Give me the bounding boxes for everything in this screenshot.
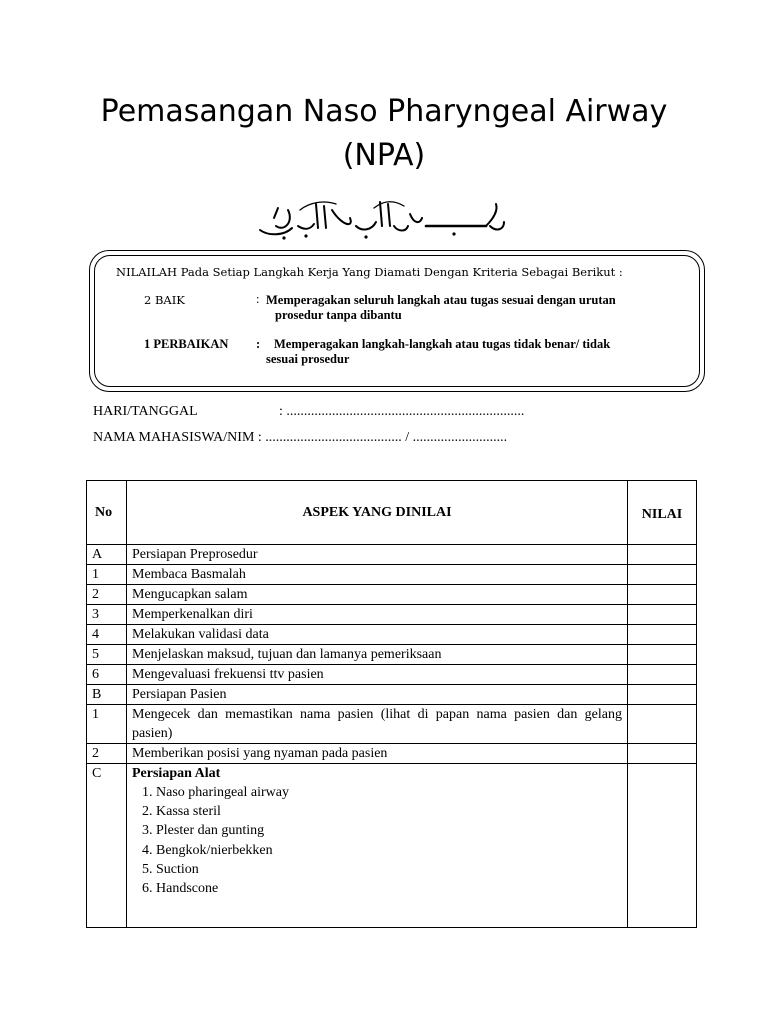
row-text: Membaca Basmalah <box>127 565 628 585</box>
row-no: 1 <box>87 705 127 744</box>
list-item: 2. Kassa steril <box>156 802 622 821</box>
row-text: Melakukan validasi data <box>127 625 628 645</box>
score-cell[interactable] <box>628 764 697 928</box>
row-no: 1 <box>87 565 127 585</box>
student-label: NAMA MAHASISWA/NIM <box>93 430 255 445</box>
date-label: HARI/TANGGAL <box>93 404 198 419</box>
row-no: 2 <box>87 585 127 605</box>
score-cell[interactable] <box>628 705 697 744</box>
header-score: NILAI <box>628 481 697 545</box>
score-cell[interactable] <box>628 685 697 705</box>
table-row <box>87 625 697 645</box>
table-row <box>87 645 697 665</box>
date-value[interactable]: : .................................................................... <box>279 404 525 419</box>
section-title: Persiapan Alat <box>132 766 221 781</box>
section-row-b <box>87 685 697 705</box>
criteria-desc-baik <box>266 293 676 323</box>
student-field[interactable] <box>93 430 507 446</box>
score-cell[interactable] <box>628 744 697 764</box>
assessment-table <box>86 480 697 928</box>
criteria-colon: : <box>256 292 260 306</box>
score-cell[interactable] <box>628 665 697 685</box>
row-text: Memperkenalkan diri <box>127 605 628 625</box>
score-cell[interactable] <box>628 645 697 665</box>
criteria-key-perbaikan: 1 PERBAIKAN <box>144 337 229 351</box>
row-no: 4 <box>87 625 127 645</box>
criteria-desc-perbaikan-line-1: Memperagakan langkah-langkah atau tugas tidak benar/ tidak <box>274 337 611 351</box>
row-no: 5 <box>87 645 127 665</box>
basmalah-calligraphy <box>254 196 508 242</box>
row-text: Mengecek dan memastikan nama pasien (lihat di papan nama pasien dan gelang pasien) <box>127 705 628 744</box>
score-cell[interactable] <box>628 585 697 605</box>
score-cell[interactable] <box>628 565 697 585</box>
list-item: 5. Suction <box>156 860 622 879</box>
criteria-heading: NILAILAH Pada Setiap Langkah Kerja Yang Diamati Dengan Kriteria Sebagai Berikut : <box>116 265 623 279</box>
criteria-desc-baik-line-2: prosedur tanpa dibantu <box>275 308 402 322</box>
table-row <box>87 705 697 744</box>
row-text: Memberikan posisi yang nyaman pada pasien <box>127 744 628 764</box>
section-id: C <box>87 764 127 928</box>
section-title: Persiapan Pasien <box>127 685 628 705</box>
row-text: Mengucapkan salam <box>127 585 628 605</box>
list-item: 4. Bengkok/nierbekken <box>156 841 622 860</box>
criteria-key-baik: 2 BAIK <box>144 293 185 307</box>
section-row-a <box>87 545 697 565</box>
table-row <box>87 744 697 764</box>
score-cell[interactable] <box>628 605 697 625</box>
table-row <box>87 665 697 685</box>
title-line-1: Pemasangan Naso Pharyngeal Airway <box>100 94 668 129</box>
header-no: No <box>87 481 127 545</box>
criteria-desc-baik-line-1: Memperagakan seluruh langkah atau tugas sesuai dengan urutan <box>266 293 616 307</box>
score-cell[interactable] <box>628 545 697 565</box>
student-value[interactable]: : ....................................... / ........................... <box>254 430 508 445</box>
tools-list <box>132 783 622 898</box>
document-title <box>60 90 708 178</box>
section-id: A <box>87 545 127 565</box>
criteria-desc-perbaikan-line-2: sesuai prosedur <box>266 352 350 366</box>
title-line-2: (NPA) <box>342 138 426 173</box>
criteria-desc-perbaikan <box>266 337 676 367</box>
table-row <box>87 605 697 625</box>
row-no: 6 <box>87 665 127 685</box>
tools-cell <box>127 764 628 928</box>
date-field[interactable] <box>93 404 524 420</box>
table-header-row <box>87 481 697 545</box>
score-cell[interactable] <box>628 625 697 645</box>
basmalah-text: بِسْمِ اللهِ الرَّحْمٰنِ الرَّحِيْمِ <box>254 196 264 197</box>
list-item: 6. Handscone <box>156 879 622 898</box>
row-text: Menjelaskan maksud, tujuan dan lamanya pemeriksaan <box>127 645 628 665</box>
header-aspect: ASPEK YANG DINILAI <box>127 481 628 545</box>
row-no: 2 <box>87 744 127 764</box>
list-item: 1. Naso pharingeal airway <box>156 783 622 802</box>
section-row-c <box>87 764 697 928</box>
criteria-colon: : <box>256 337 261 351</box>
section-title: Persiapan Preprosedur <box>127 545 628 565</box>
row-no: 3 <box>87 605 127 625</box>
criteria-box <box>89 250 705 392</box>
table-row <box>87 585 697 605</box>
table-row <box>87 565 697 585</box>
list-item: 3. Plester dan gunting <box>156 821 622 840</box>
section-id: B <box>87 685 127 705</box>
row-text: Mengevaluasi frekuensi ttv pasien <box>127 665 628 685</box>
